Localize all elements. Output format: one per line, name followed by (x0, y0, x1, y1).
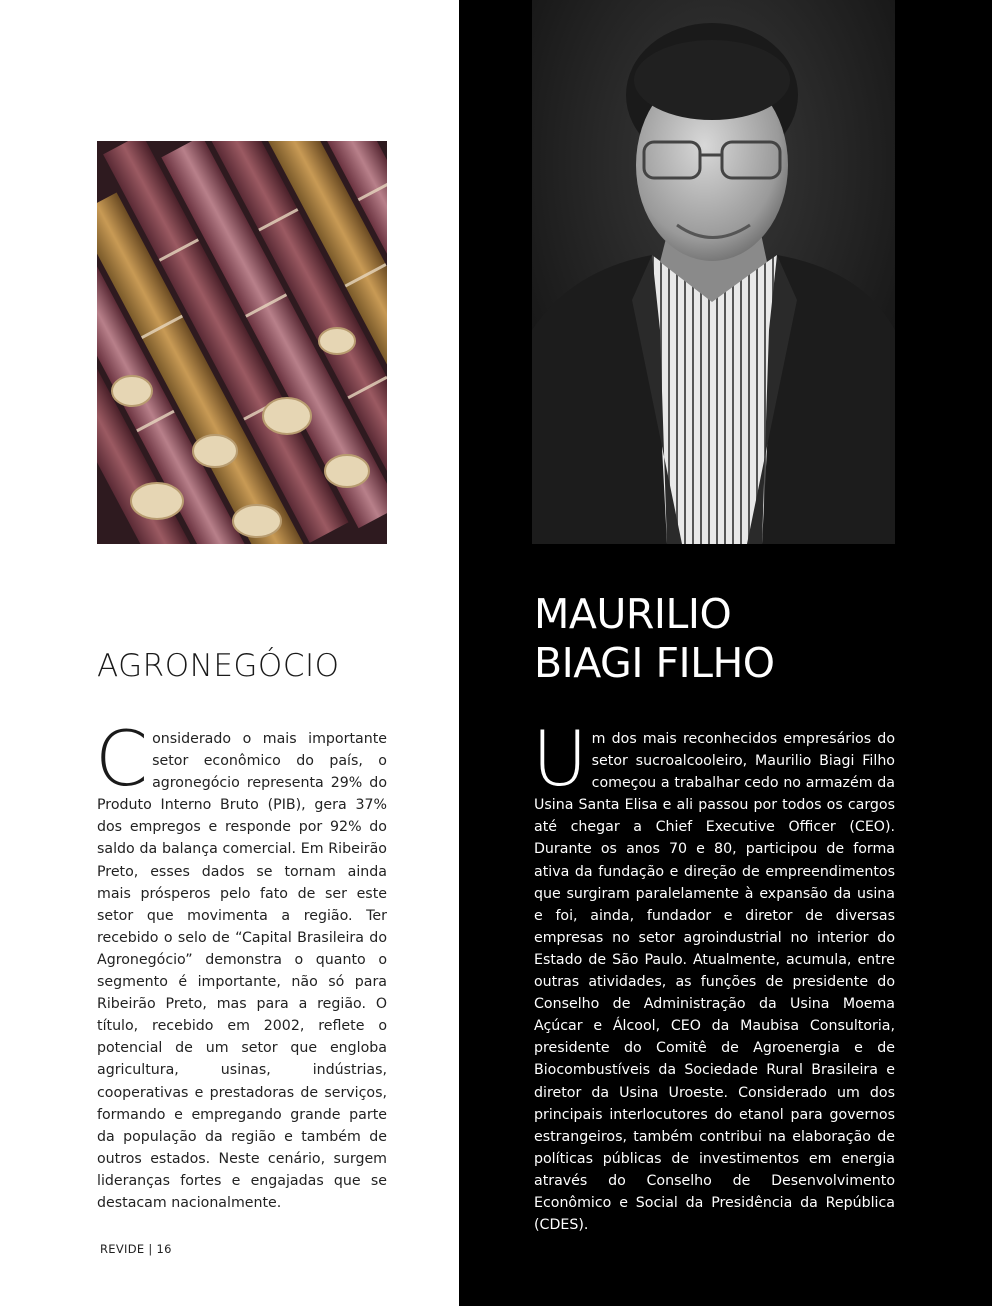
section-title: AGRONEGÓCIO (97, 648, 340, 684)
left-page (0, 0, 459, 1306)
biography-body: m dos mais reconhecidos empresários do setor sucroalcooleiro, Maurilio Biagi Filho começou a trabalhar cedo no armazém da Usina Santa Elisa e ali passou por todos os cargos até chegar a Chief Executive Officer (CEO). Durante os anos 70 e 80, participou de forma ativa da fundação e direção de empreendimentos que surgiram paralelamente à expansão da usina e foi, ainda, fundador e diretor de diversas empresas no setor agroindustrial no interior do Estado de São Paulo. Atualmente, acumula, entre outras atividades, as funções de presidente do Conselho de Administração da Usina Moema Açúcar e Álcool, CEO da Maubisa Consultoria, presidente do Comitê de Agroenergia e de Biocombustíveis da Sociedade Rural Brasileira e diretor da Usina Uroeste. Considerado um dos principais interlocutores do etanol para governos estrangeiros, também contribui na elaboração de políticas públicas de investimentos em energia através do Conselho de Desenvolvimento Econômico e Social da Presidência da República (CDES). (534, 731, 895, 1234)
dropcap: U (532, 714, 588, 803)
person-name (534, 590, 954, 688)
sugarcane-photo (97, 141, 387, 544)
right-page (459, 0, 992, 1306)
article-body: onsiderado o mais importante setor econômico do país, o agronegócio representa 29% do Produto Interno Bruto (PIB), gera 37% dos empregos e responde por 92% do saldo da balança comercial. Em Ribeirão Preto, esses dados se tornam ainda mais prósperos pelo fato de ser este setor que movimenta a região. Ter recebido o selo de “Capital Brasileira do Agronegócio” demonstra o quanto o segmento é importante, não só para Ribeirão Preto, mas para a região. O título, recebido em 2002, reflete o potencial de um setor que engloba agricultura, usinas, indústrias, cooperativas e prestadoras de serviços, formando e empregando grande parte da população da região e também de outros estados. Neste cenário, surgem lideranças fortes e engajadas que se destacam nacionalmente. (97, 731, 387, 1211)
name-line-1: MAURILIO (534, 590, 732, 638)
portrait-photo (532, 0, 895, 544)
page-folio: REVIDE | 16 (100, 1242, 172, 1256)
biography-article (532, 714, 895, 1236)
name-line-2: BIAGI FILHO (534, 639, 775, 687)
dropcap: C (95, 714, 149, 803)
agronegocio-article (95, 714, 387, 1214)
